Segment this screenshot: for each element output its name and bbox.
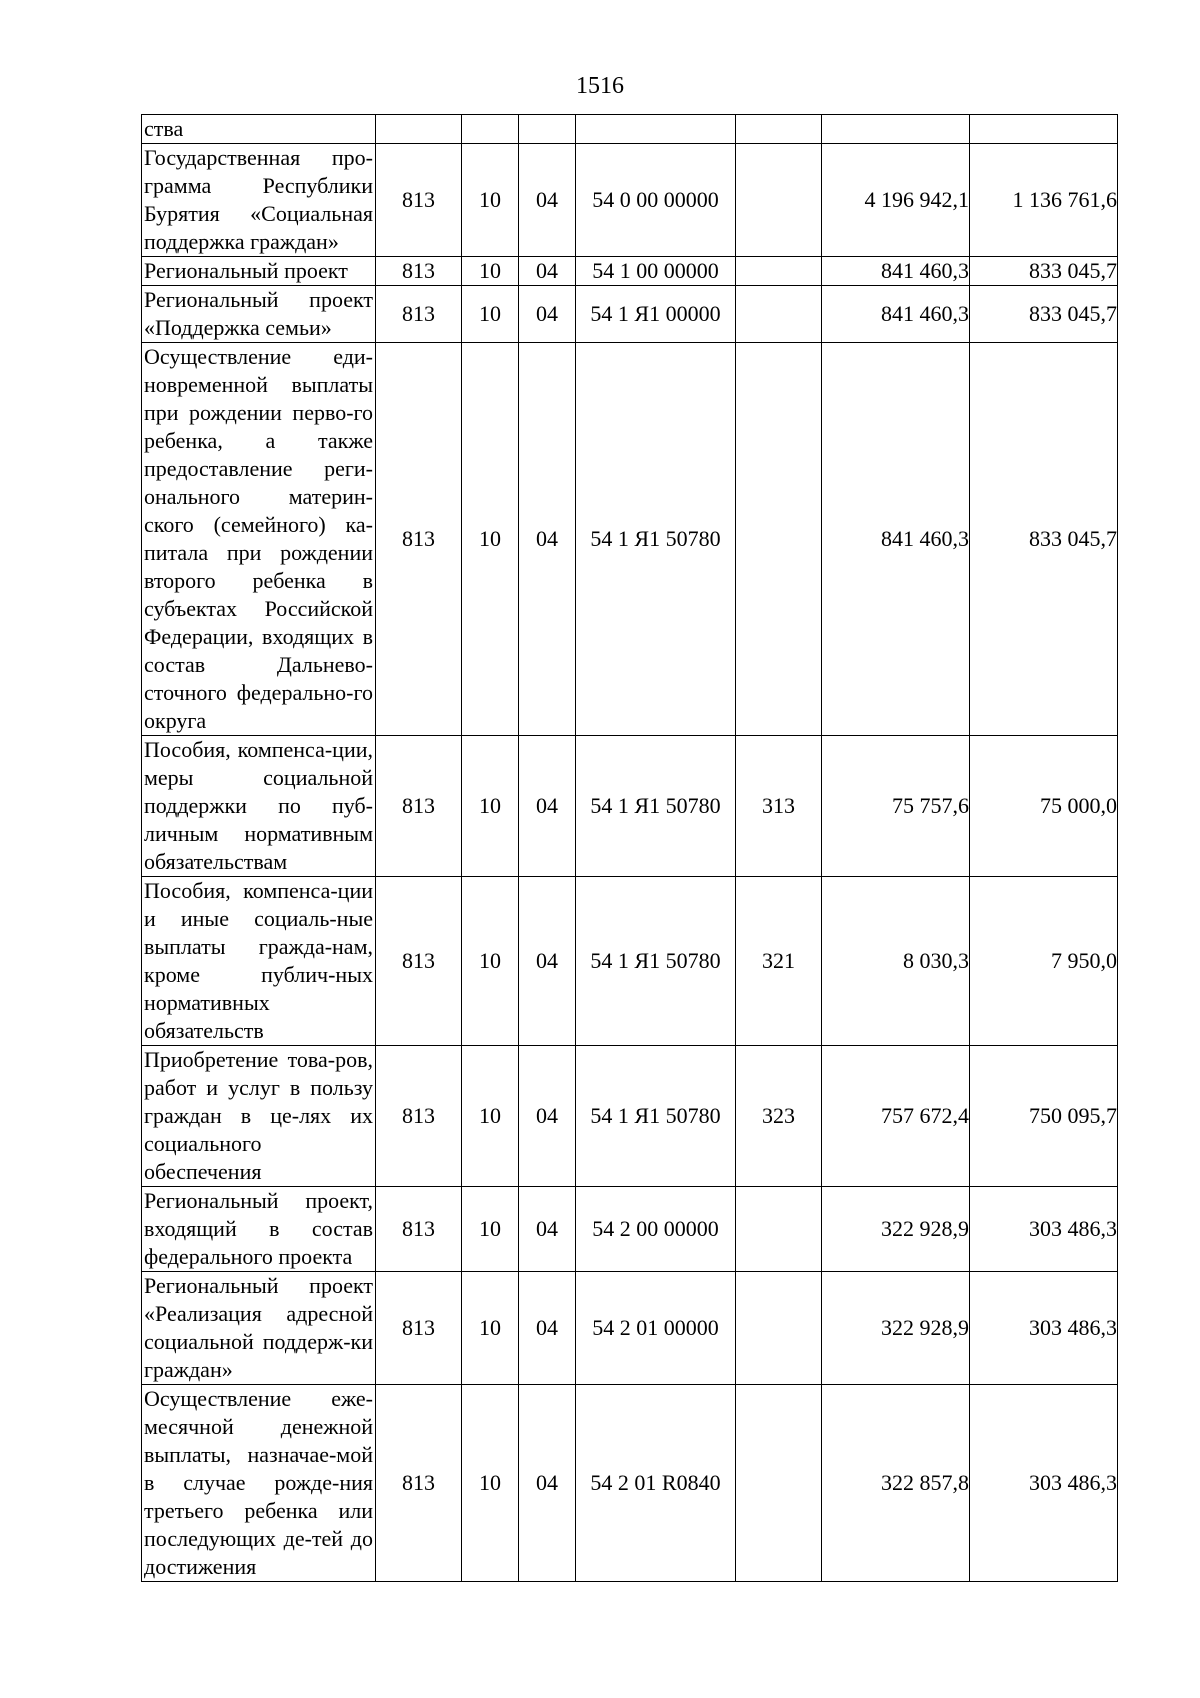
table-row <box>142 115 1118 144</box>
table-row <box>142 257 1118 286</box>
subsection-code: 04 <box>519 343 576 736</box>
ministry-code: 813 <box>376 1385 462 1582</box>
amount-year-2: 75 000,0 <box>970 736 1118 877</box>
amount-year-2: 1 136 761,6 <box>970 144 1118 257</box>
target-article-code: 54 2 01 00000 <box>576 1272 736 1385</box>
row-description: ства <box>142 115 376 144</box>
subsection-code: 04 <box>519 1187 576 1272</box>
amount-year-2: 303 486,3 <box>970 1385 1118 1582</box>
section-code: 10 <box>462 1385 519 1582</box>
target-article-code <box>576 115 736 144</box>
amount-year-1: 322 928,9 <box>822 1272 970 1385</box>
subsection-code: 04 <box>519 736 576 877</box>
budget-table <box>141 114 1118 1582</box>
target-article-code: 54 1 Я1 00000 <box>576 286 736 343</box>
subsection-code: 04 <box>519 286 576 343</box>
ministry-code: 813 <box>376 1046 462 1187</box>
subsection-code: 04 <box>519 1272 576 1385</box>
row-description: Осуществление еже-месячной денежной выплаты, назначае-мой в случае рожде-ния третьего ребенка или последующих де-тей до достижения <box>142 1385 376 1582</box>
row-description: Региональный проект «Поддержка семьи» <box>142 286 376 343</box>
row-description: Приобретение това-ров, работ и услуг в пользу граждан в це-лях их социального обеспечения <box>142 1046 376 1187</box>
ministry-code: 813 <box>376 286 462 343</box>
subsection-code <box>519 115 576 144</box>
table-row <box>142 877 1118 1046</box>
expense-type-code <box>736 144 822 257</box>
expense-type-code <box>736 1385 822 1582</box>
subsection-code: 04 <box>519 144 576 257</box>
table-row <box>142 1187 1118 1272</box>
section-code: 10 <box>462 877 519 1046</box>
subsection-code: 04 <box>519 877 576 1046</box>
table-row <box>142 1385 1118 1582</box>
subsection-code: 04 <box>519 1046 576 1187</box>
expense-type-code <box>736 343 822 736</box>
row-description: Региональный проект <box>142 257 376 286</box>
ministry-code: 813 <box>376 144 462 257</box>
amount-year-1: 8 030,3 <box>822 877 970 1046</box>
row-description: Государственная про-грамма Республики Бурятия «Социальная поддержка граждан» <box>142 144 376 257</box>
amount-year-2: 303 486,3 <box>970 1187 1118 1272</box>
target-article-code: 54 0 00 00000 <box>576 144 736 257</box>
amount-year-1: 4 196 942,1 <box>822 144 970 257</box>
expense-type-code: 313 <box>736 736 822 877</box>
section-code: 10 <box>462 736 519 877</box>
subsection-code: 04 <box>519 1385 576 1582</box>
ministry-code: 813 <box>376 343 462 736</box>
ministry-code: 813 <box>376 1272 462 1385</box>
section-code: 10 <box>462 1187 519 1272</box>
table-row <box>142 1272 1118 1385</box>
amount-year-2: 833 045,7 <box>970 257 1118 286</box>
amount-year-1: 841 460,3 <box>822 257 970 286</box>
target-article-code: 54 2 01 R0840 <box>576 1385 736 1582</box>
section-code <box>462 115 519 144</box>
table-row <box>142 286 1118 343</box>
expense-type-code <box>736 286 822 343</box>
table-row <box>142 736 1118 877</box>
row-description: Пособия, компенса-ции и иные социаль-ные выплаты гражда-нам, кроме публич-ных нормативных обязательств <box>142 877 376 1046</box>
amount-year-1: 757 672,4 <box>822 1046 970 1187</box>
amount-year-2: 750 095,7 <box>970 1046 1118 1187</box>
amount-year-1: 322 857,8 <box>822 1385 970 1582</box>
amount-year-1: 75 757,6 <box>822 736 970 877</box>
table-row <box>142 1046 1118 1187</box>
amount-year-2: 833 045,7 <box>970 343 1118 736</box>
table-row <box>142 343 1118 736</box>
ministry-code: 813 <box>376 257 462 286</box>
expense-type-code: 321 <box>736 877 822 1046</box>
amount-year-1 <box>822 115 970 144</box>
section-code: 10 <box>462 144 519 257</box>
ministry-code <box>376 115 462 144</box>
section-code: 10 <box>462 343 519 736</box>
section-code: 10 <box>462 257 519 286</box>
page-number: 1516 <box>576 73 624 99</box>
target-article-code: 54 1 Я1 50780 <box>576 877 736 1046</box>
amount-year-1: 322 928,9 <box>822 1187 970 1272</box>
row-description: Осуществление еди-новременной выплаты при рождении перво-го ребенка, а также предоставление реги-онального материн-ского (семейного) ка-питала при рождении второго ребенка в субъектах Российской Федерации, входящих в состав Дальнево-сточного федерально-го округа <box>142 343 376 736</box>
table-row <box>142 144 1118 257</box>
amount-year-2 <box>970 115 1118 144</box>
ministry-code: 813 <box>376 877 462 1046</box>
expense-type-code <box>736 257 822 286</box>
section-code: 10 <box>462 1272 519 1385</box>
amount-year-2: 833 045,7 <box>970 286 1118 343</box>
amount-year-2: 303 486,3 <box>970 1272 1118 1385</box>
expense-type-code <box>736 115 822 144</box>
target-article-code: 54 1 00 00000 <box>576 257 736 286</box>
row-description: Региональный проект, входящий в состав федерального проекта <box>142 1187 376 1272</box>
target-article-code: 54 1 Я1 50780 <box>576 343 736 736</box>
amount-year-1: 841 460,3 <box>822 286 970 343</box>
section-code: 10 <box>462 286 519 343</box>
expense-type-code <box>736 1187 822 1272</box>
amount-year-2: 7 950,0 <box>970 877 1118 1046</box>
row-description: Региональный проект «Реализация адресной социальной поддерж-ки граждан» <box>142 1272 376 1385</box>
expense-type-code <box>736 1272 822 1385</box>
section-code: 10 <box>462 1046 519 1187</box>
target-article-code: 54 1 Я1 50780 <box>576 1046 736 1187</box>
ministry-code: 813 <box>376 1187 462 1272</box>
target-article-code: 54 1 Я1 50780 <box>576 736 736 877</box>
expense-type-code: 323 <box>736 1046 822 1187</box>
subsection-code: 04 <box>519 257 576 286</box>
amount-year-1: 841 460,3 <box>822 343 970 736</box>
ministry-code: 813 <box>376 736 462 877</box>
row-description: Пособия, компенса-ции, меры социальной поддержки по пуб-личным нормативным обязательствам <box>142 736 376 877</box>
target-article-code: 54 2 00 00000 <box>576 1187 736 1272</box>
